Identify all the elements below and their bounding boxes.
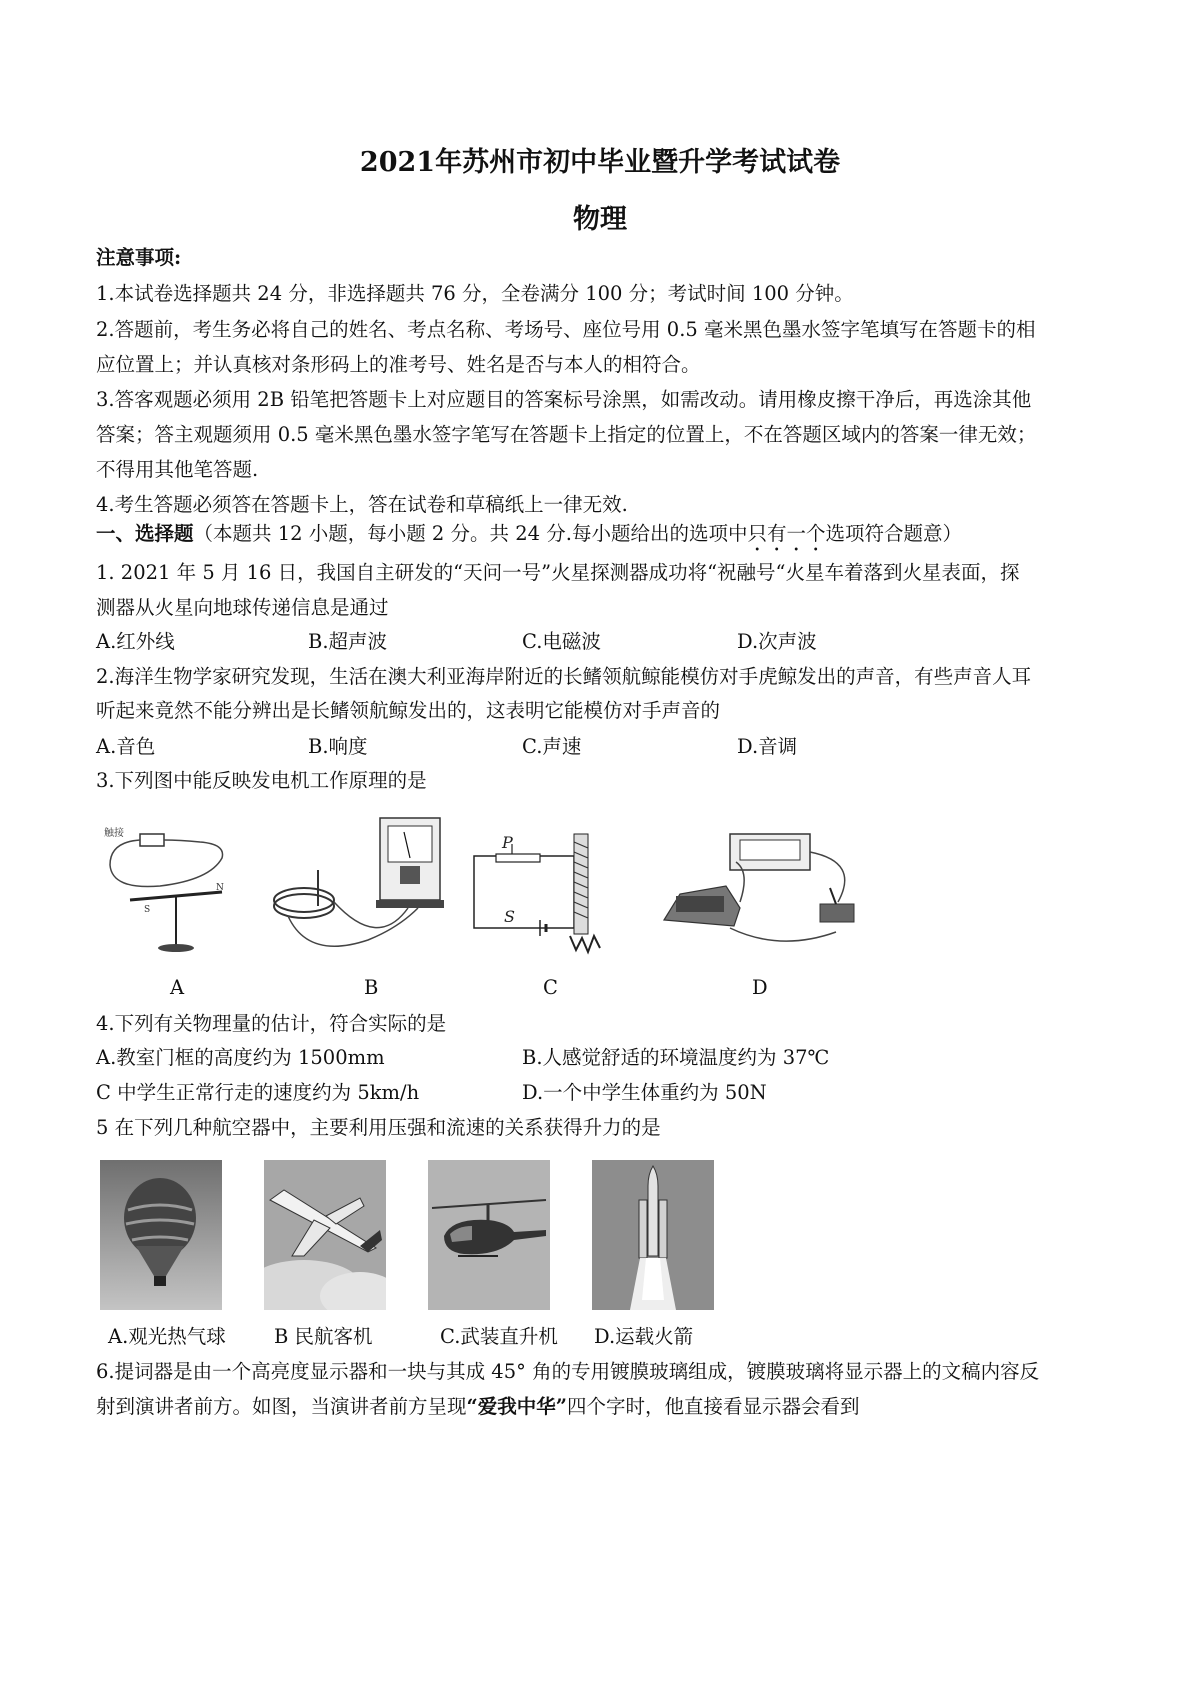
q5-photo-airliner <box>264 1160 386 1310</box>
q3-figure-label-a: A <box>170 976 185 999</box>
q1-option-b: B.超声波 <box>308 630 388 653</box>
subject-title: 物理 <box>573 204 627 235</box>
question-4-line: 4.下列有关物理量的估计，符合实际的是 <box>96 1012 447 1035</box>
notice-line: 2.答题前，考生务必将自己的姓名、考点名称、考场号、座位号用 0.5 毫米黑色墨水签字笔填写在答题卡的相 <box>96 318 1036 341</box>
q2-option-b: B.响度 <box>308 735 368 758</box>
q5-option-c: C.武装直升机 <box>440 1325 558 1348</box>
section-desc-emphasis: 只有一个 <box>747 522 826 545</box>
q5-option-a: A.观光热气球 <box>108 1325 226 1348</box>
q6-line2-post: 四个字时，他直接看显示器会看到 <box>566 1395 860 1418</box>
exam-title: 2021年苏州市初中毕业暨升学考试试卷 <box>359 147 841 178</box>
question-6-line: 6.提词器是由一个高亮度显示器和一块与其成 45° 角的专用镀膜玻璃组成，镀膜玻璃将显示器上的文稿内容反 <box>96 1360 1040 1383</box>
q3-figure-c-s: S <box>504 907 515 926</box>
q3-figure-label-c: C <box>543 976 558 999</box>
notice-heading: 注意事项: <box>96 246 182 269</box>
q4-option-a: A.教室门框的高度约为 1500mm <box>96 1046 385 1069</box>
svg-text:N: N <box>216 883 224 893</box>
notice-line: 不得用其他笔答题. <box>96 458 259 481</box>
svg-text:S: S <box>144 905 151 915</box>
section-desc-pre: （本题共 12 小题，每小题 2 分。共 24 分.每小题给出的选项中 <box>193 522 748 545</box>
q1-option-c: C.电磁波 <box>522 630 601 653</box>
q5-option-b: B 民航客机 <box>274 1325 373 1348</box>
question-2-line: 2.海洋生物学家研究发现，生活在澳大利亚海岸附近的长鳍领航鲸能模仿对手虎鲸发出的声音，有些声音人耳 <box>96 665 1032 688</box>
q5-photo-hot-air-balloon <box>100 1160 222 1310</box>
q3-figure-label-b: B <box>364 976 379 999</box>
q2-option-a: A.音色 <box>96 735 156 758</box>
notice-line: 应位置上；并认真核对条形码上的准考号、姓名是否与本人的相符合。 <box>96 353 701 376</box>
q3-figure-c <box>466 832 616 957</box>
q1-option-a: A.红外线 <box>96 630 175 653</box>
question-3-line: 3.下列图中能反映发电机工作原理的是 <box>96 769 427 792</box>
q5-option-d: D.运载火箭 <box>594 1325 694 1348</box>
q4-option-c: C 中学生正常行走的速度约为 5km/h <box>96 1081 420 1104</box>
q5-photo-helicopter <box>428 1160 550 1310</box>
question-6-line-2 <box>96 1397 1116 1417</box>
notice-line: 4.考生答题必须答在答题卡上，答在试卷和草稿纸上一律无效. <box>96 493 628 516</box>
q2-option-d: D.音调 <box>737 735 798 758</box>
q3-figure-a <box>100 820 240 960</box>
q4-option-d: D.一个中学生体重约为 50N <box>522 1081 767 1104</box>
question-1-line: 测器从火星向地球传递信息是通过 <box>96 596 389 619</box>
q3-figure-a-label: 触接 <box>104 828 124 839</box>
q4-option-b: B.人感觉舒适的环境温度约为 37℃ <box>522 1046 830 1069</box>
notice-line: 1.本试卷选择题共 24 分，非选择题共 76 分，全卷满分 100 分；考试时间 100 分钟。 <box>96 282 854 305</box>
section-desc-post: 选项符合题意） <box>825 522 962 545</box>
q3-figure-c-p: P <box>502 833 513 852</box>
question-5-line: 5 在下列几种航空器中，主要利用压强和流速的关系获得升力的是 <box>96 1116 661 1139</box>
q1-option-d: D.次声波 <box>737 630 817 653</box>
notice-line: 答案；答主观题须用 0.5 毫米黑色墨水签字笔写在答题卡上指定的位置上，不在答题区域内的答案一律无效； <box>96 423 1037 446</box>
question-2-line: 听起来竟然不能分辨出是长鳍领航鲸发出的，这表明它能模仿对手声音的 <box>96 699 721 722</box>
q3-figure-b <box>268 810 453 965</box>
q5-photo-rocket <box>592 1160 714 1310</box>
q6-line2-emphasis: “爱我中华” <box>466 1395 567 1418</box>
q3-figure-label-d: D <box>752 976 768 999</box>
section-heading-line <box>96 522 1116 556</box>
q2-option-c: C.声速 <box>522 735 582 758</box>
q6-line2-pre: 射到演讲者前方。如图，当演讲者前方呈现 <box>96 1395 467 1418</box>
question-1-line: 1. 2021 年 5 月 16 日，我国自主研发的“天问一号”火星探测器成功将“祝融号“火星车着落到火星表面，探 <box>96 561 1020 584</box>
notice-line: 3.答客观题必须用 2B 铅笔把答题卡上对应题目的答案标号涂黑，如需改动。请用橡皮擦干净后，再选涂其他 <box>96 388 1032 411</box>
q3-figure-d <box>660 832 870 957</box>
section-heading: 一、选择题 <box>96 522 194 545</box>
